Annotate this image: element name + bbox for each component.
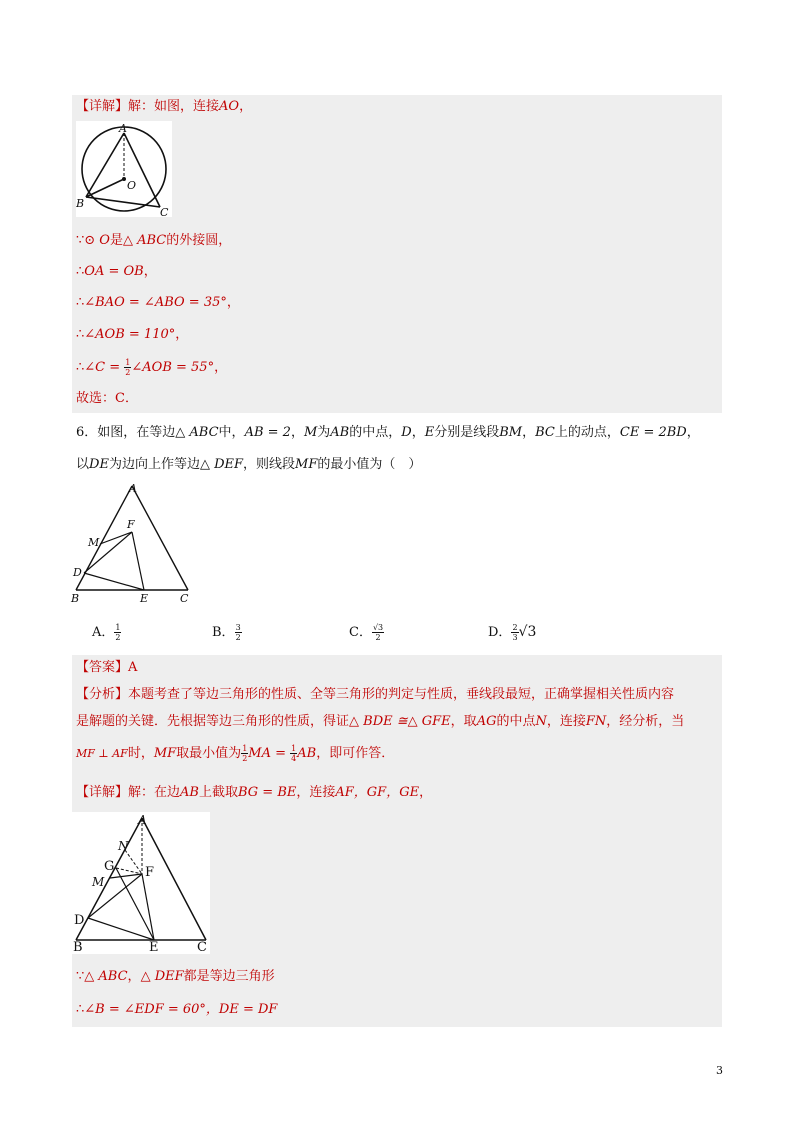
label-m: M xyxy=(88,536,100,549)
answer6-analysis-3: MF ⊥ AF时，MF取最小值为 $\frac{1}{2}$ MA = $\frac{1}{4}$ AB，即可作答． xyxy=(76,744,395,763)
circle-triangle-figure xyxy=(76,121,172,217)
label-m: M xyxy=(92,875,105,889)
answer6-analysis-2: 是解题的关键．先根据等边三角形的性质，得证△ BDE ≅△ GFE，取AG的中点N，连接FN，经分析，当 xyxy=(76,714,685,729)
equilateral-triangle-figure-q6 xyxy=(70,480,194,606)
label-e: E xyxy=(140,592,149,605)
page-number: 3 xyxy=(716,1064,723,1077)
label-c: C xyxy=(197,940,207,954)
fraction: $\frac{1}{2}$ xyxy=(125,358,131,377)
label-d: D xyxy=(74,913,85,928)
option-a[interactable]: A． $\frac{1}{2}$ xyxy=(92,623,121,642)
label-f: F xyxy=(145,865,155,880)
label-f: F xyxy=(127,518,135,531)
label-a: A xyxy=(138,813,147,827)
detail1-line-3: ∴∠BAO = ∠ABO = 35°， xyxy=(76,295,240,310)
label-b: B xyxy=(71,592,80,605)
construction-figure xyxy=(72,812,210,954)
label-e: E xyxy=(149,940,159,954)
detail1-line-1: ∵⊙ O是△ ABC的外接圆， xyxy=(76,233,232,248)
label-n: N xyxy=(118,839,129,853)
label-c: C xyxy=(160,206,169,217)
question6-line-1: 6．如图，在等边△ ABC中，AB = 2，M为AB的中点，D，E分别是线段BM，BC上的动点，CE = 2BD， xyxy=(76,425,700,440)
question6-line-2: 以DE为边向上作等边△ DEF，则线段MF的最小值为（ ） xyxy=(76,457,422,472)
option-b[interactable]: B． $\frac{3}{2}$ xyxy=(212,623,241,642)
label-b: B xyxy=(73,940,83,954)
option-c[interactable]: C． $\frac{√3}{2}$ xyxy=(349,623,384,642)
label-a: A xyxy=(129,482,137,495)
answer6-detail: 【详解】解：在边AB上截取BG = BE，连接AF，GF，GE， xyxy=(76,785,433,800)
label-d: D xyxy=(73,566,82,579)
label-b: B xyxy=(76,197,85,210)
detail1-line-2: ∴OA = OB， xyxy=(76,264,157,279)
answer6-analysis-1: 【分析】本题考查了等边三角形的性质、全等三角形的判定与性质，垂线段最短，正确掌握相关性质内容 xyxy=(76,687,675,702)
answer6-equilateral-line: ∵△ ABC，△ DEF都是等边三角形 xyxy=(76,969,275,984)
label-g: G xyxy=(104,859,115,874)
detail1-line-4: ∴∠AOB = 110°， xyxy=(76,327,189,342)
detail1-answer: 故选：C． xyxy=(76,391,138,406)
detail1-line-5: ∴∠C = $\frac{1}{2}$ ∠AOB = 55°， xyxy=(76,358,228,377)
option-d[interactable]: D． $\frac{2}{3}$ √3 xyxy=(488,623,537,642)
answer6-angle-line: ∴∠B = ∠EDF = 60°，DE = DF xyxy=(76,1002,278,1017)
detail1-heading: 【详解】解：如图，连接AO， xyxy=(76,99,253,114)
label-a: A xyxy=(119,122,127,135)
label-o: O xyxy=(127,179,137,192)
label-c: C xyxy=(180,592,189,605)
answer6-answer: 【答案】A xyxy=(76,660,138,675)
